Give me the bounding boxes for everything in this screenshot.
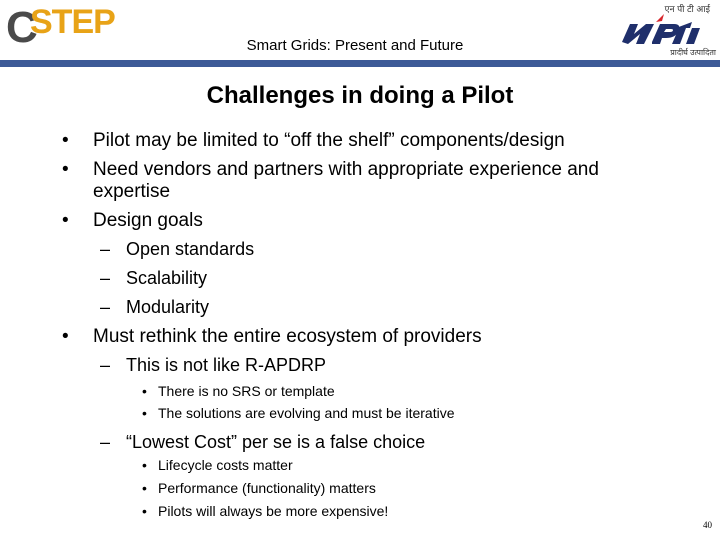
list-bullet: •: [62, 326, 69, 347]
list-bullet: •: [142, 457, 147, 473]
list-bullet: •: [142, 480, 147, 496]
list-bullet: •: [62, 210, 69, 231]
list-item-text: Scalability: [126, 268, 208, 288]
list-item-text: Performance (functionality) matters: [158, 480, 376, 496]
cstep-logo-c: C: [6, 3, 38, 52]
list-item-text: Modularity: [126, 297, 210, 317]
list-bullet: •: [142, 405, 147, 421]
list-item-text: Pilots will always be more expensive!: [158, 503, 389, 519]
list-bullet: –: [100, 297, 111, 317]
list-item-text: “Lowest Cost” per se is a false choice: [126, 432, 426, 452]
header-title: Smart Grids: Present and Future: [246, 37, 464, 54]
list-bullet: –: [100, 355, 111, 375]
list-item-text: There is no SRS or template: [158, 383, 335, 399]
list-bullet: •: [62, 130, 69, 151]
list-bullet: •: [142, 503, 147, 519]
list-item-text: Pilot may be limited to “off the shelf” components/design: [93, 130, 565, 151]
list-bullet: •: [142, 383, 147, 399]
slide-title: Challenges in doing a Pilot: [206, 82, 514, 109]
list-bullet: –: [100, 239, 111, 259]
list-item-text: Need vendors and partners with appropriate experience and: [93, 159, 599, 180]
list-item-text: Open standards: [126, 239, 255, 259]
cstep-logo-step: STEP: [30, 3, 115, 41]
page-number: 40: [703, 520, 712, 530]
npti-logo-hindi-bottom: प्रादीर्घ उत्पादिता: [670, 48, 716, 57]
list-item-text: Design goals: [93, 210, 203, 231]
list-item-text: Lifecycle costs matter: [158, 457, 293, 473]
list-bullet: •: [62, 159, 69, 180]
npti-logo-hindi-top: एन पी टी आई: [664, 4, 710, 14]
list-item-text: The solutions are evolving and must be iterative: [158, 405, 455, 421]
list-bullet: –: [100, 268, 111, 288]
list-item-text: Must rethink the entire ecosystem of providers: [93, 326, 482, 347]
list-item-text: This is not like R-APDRP: [126, 355, 327, 375]
list-bullet: –: [100, 432, 111, 452]
list-item-text: expertise: [93, 181, 171, 202]
